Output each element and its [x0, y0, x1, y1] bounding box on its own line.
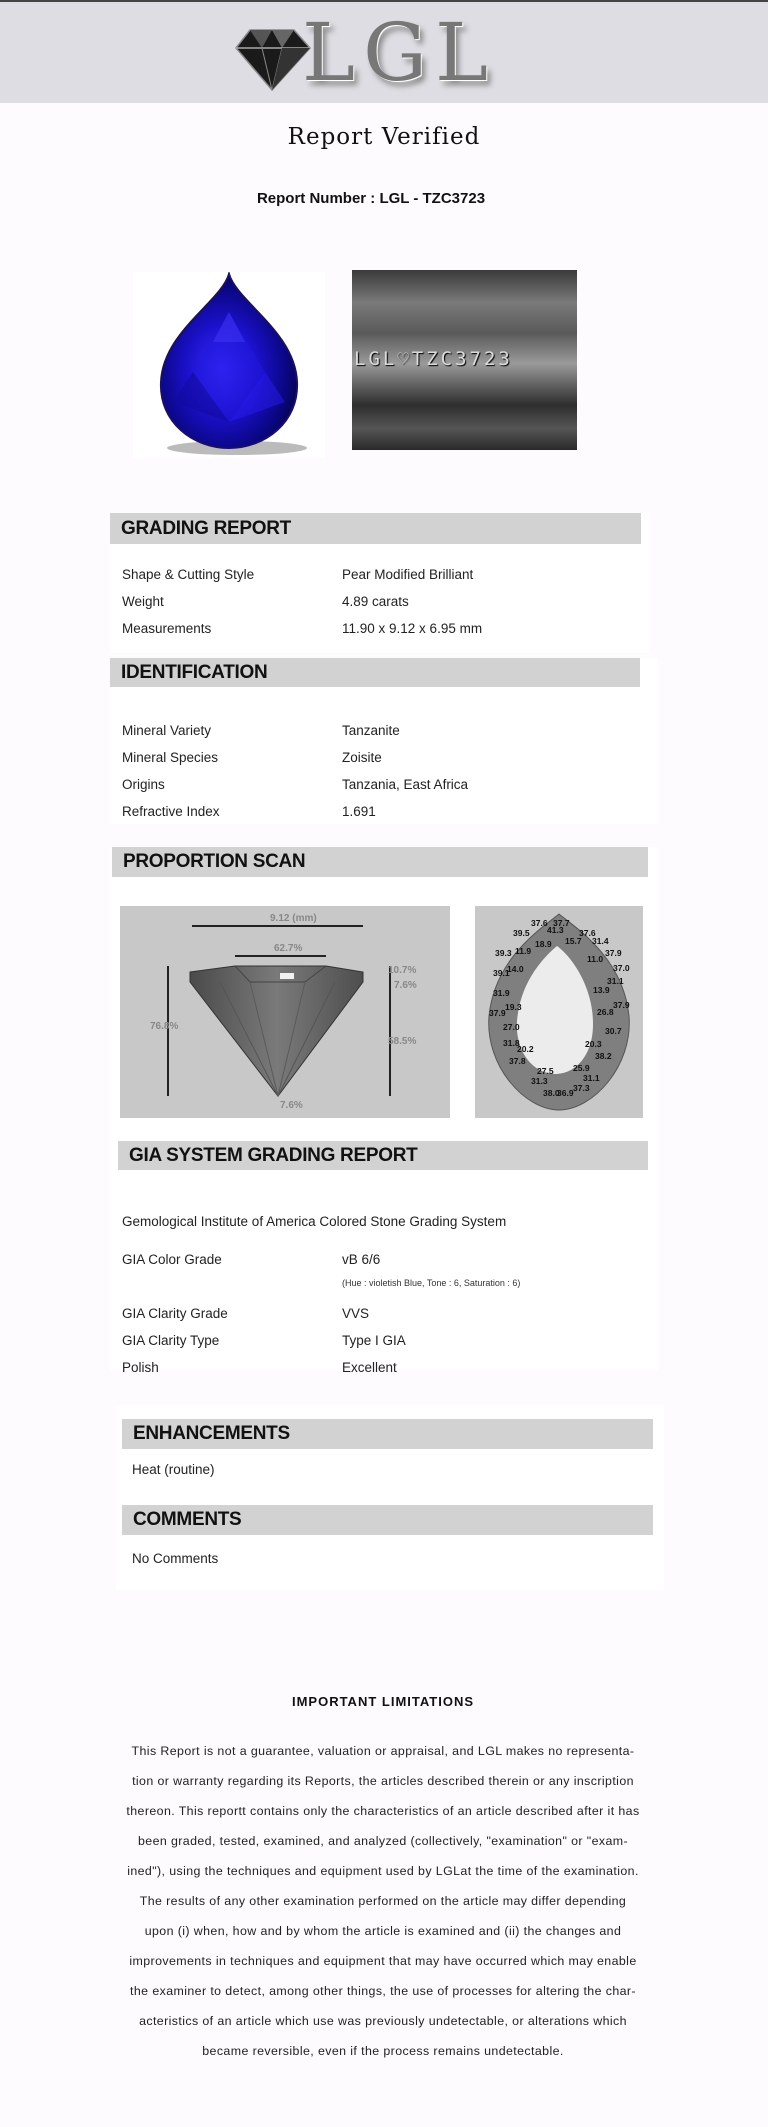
profile-diagram	[120, 906, 450, 1118]
header-banner	[0, 2, 768, 103]
outline-value: 19.3	[505, 1002, 522, 1012]
origins-label: Origins	[122, 777, 165, 792]
inscription-photo	[352, 270, 577, 450]
enhancements-text: Heat (routine)	[132, 1462, 215, 1477]
outline-value: 31.9	[493, 988, 510, 998]
origins-value: Tanzania, East Africa	[342, 777, 469, 792]
refractive-index-label: Refractive Index	[122, 804, 220, 819]
mineral-species-label: Mineral Species	[122, 750, 219, 765]
outline-value: 38.2	[595, 1051, 612, 1061]
outline-value: 39.3	[495, 948, 512, 958]
outline-value: 37.9	[613, 1000, 630, 1010]
outline-diagram	[475, 906, 643, 1118]
page-title: Report Verified	[287, 124, 481, 150]
lgl-logo[interactable]	[232, 6, 497, 99]
outline-value: 36.9	[557, 1088, 574, 1098]
outline-value: 38.0	[543, 1088, 560, 1098]
mineral-variety-value: Tanzanite	[342, 723, 400, 738]
outline-value: 37.9	[489, 1008, 506, 1018]
gia-clarity-type-label: GIA Clarity Type	[122, 1333, 220, 1348]
identification-heading: IDENTIFICATION	[110, 658, 640, 687]
outline-value: 27.5	[537, 1066, 554, 1076]
limitations-line: became reversible, even if the process remains undetectable.	[202, 2044, 564, 2058]
gia-color-label: GIA Color Grade	[122, 1252, 222, 1267]
gemstone-photo	[133, 272, 325, 458]
gia-system-text: Gemological Institute of America Colored Stone Grading System	[122, 1214, 507, 1229]
gia-clarity-grade-value: VVS	[342, 1306, 370, 1321]
outline-value: 14.0	[507, 964, 524, 974]
outline-value: 37.3	[573, 1083, 590, 1093]
outline-value: 26.8	[597, 1007, 614, 1017]
limitations-line: The results of any other examination performed on the article may differ depending	[139, 1894, 627, 1908]
pavilion-label: 58.5%	[388, 1036, 417, 1047]
outline-value: 30.7	[605, 1026, 622, 1036]
refractive-index-value: 1.691	[342, 804, 376, 819]
logo-text: LGL	[302, 6, 497, 99]
culet-label: 7.6%	[280, 1100, 303, 1111]
proportion-scan-heading: PROPORTION SCAN	[112, 847, 648, 877]
outline-value: 37.6	[531, 918, 548, 928]
outline-value: 37.6	[579, 928, 596, 938]
polish-value: Excellent	[342, 1360, 397, 1375]
inscription-text: LGL♡TZC3723	[354, 348, 513, 370]
limitations-heading: IMPORTANT LIMITATIONS	[291, 1694, 475, 1709]
outline-value: 15.7	[565, 936, 582, 946]
outline-value: 31.8	[503, 1038, 520, 1048]
limitations-text	[118, 1736, 648, 2066]
outline-value: 31.1	[607, 976, 624, 986]
outline-value: 18.9	[535, 939, 552, 949]
outline-value: 20.3	[585, 1039, 602, 1049]
weight-label: Weight	[122, 594, 164, 609]
outline-value: 20.2	[517, 1044, 534, 1054]
table-label: 62.7%	[274, 943, 303, 954]
shape-label: Shape & Cutting Style	[122, 567, 255, 582]
outline-value: 37.8	[509, 1056, 526, 1066]
limitations-line: been graded, tested, examined, and analyzed (collectively, "examination" or "exam-	[137, 1834, 628, 1848]
limitations-line: ined"), using the techniques and equipment used by LGLat the time of the examination.	[127, 1864, 639, 1878]
gia-color-note: (Hue : violetish Blue, Tone : 6, Saturation : 6)	[342, 1278, 521, 1288]
measurements-value: 11.90 x 9.12 x 6.95 mm	[342, 621, 483, 636]
limitations-line: improvements in techniques and equipment that may have occurred which may enable	[129, 1954, 637, 1968]
outline-value: 25.9	[573, 1063, 590, 1073]
limitations-line: upon (i) when, how and by whom the article is examined and (ii) the changes and	[144, 1924, 622, 1938]
outline-value: 11.9	[515, 946, 532, 956]
mineral-species-value: Zoisite	[342, 750, 382, 765]
polish-label: Polish	[122, 1360, 159, 1375]
outline-value: 11.0	[587, 954, 604, 964]
gia-color-value: vB 6/6	[342, 1252, 381, 1267]
measurements-label: Measurements	[122, 621, 212, 636]
outline-value: 41.3	[547, 925, 564, 935]
mineral-variety-label: Mineral Variety	[122, 723, 212, 738]
width-label: 9.12 (mm)	[270, 913, 317, 924]
limitations-line: tion or warranty regarding its Reports, the articles described therein or any inscription	[132, 1774, 634, 1788]
outline-value: 31.4	[592, 936, 609, 946]
gia-clarity-grade-label: GIA Clarity Grade	[122, 1306, 228, 1321]
outline-value: 27.0	[503, 1022, 520, 1032]
total-depth-label: 76.8%	[150, 1021, 179, 1032]
crown-label: 10.7%	[388, 965, 417, 976]
outline-value: 31.1	[583, 1073, 600, 1083]
outline-value: 37.7	[553, 918, 570, 928]
outline-value: 37.9	[605, 948, 622, 958]
outline-value: 39.5	[513, 928, 530, 938]
shape-value: Pear Modified Brilliant	[342, 567, 474, 582]
grading-report-heading: GRADING REPORT	[110, 513, 641, 544]
report-number: Report Number : LGL - TZC3723	[256, 190, 486, 207]
limitations-line: the examiner to detect, among other things, the use of processes for altering the char-	[130, 1984, 636, 1998]
outline-value: 37.0	[613, 963, 630, 973]
gia-clarity-type-value: Type I GIA	[342, 1333, 406, 1348]
outline-value: 31.3	[531, 1076, 548, 1086]
outline-value: 39.1	[493, 968, 510, 978]
gia-heading: GIA SYSTEM GRADING REPORT	[118, 1141, 648, 1170]
outline-value: 13.9	[593, 985, 610, 995]
limitations-line: thereon. This reportt contains only the characteristics of an article described after it has	[126, 1804, 640, 1818]
enhancements-heading: ENHANCEMENTS	[122, 1419, 653, 1449]
weight-value: 4.89 carats	[342, 594, 409, 609]
limitations-line: This Report is not a guarantee, valuation or appraisal, and LGL makes no representa-	[131, 1744, 635, 1758]
limitations-line: acteristics of an article which use was previously undetectable, or alterations which	[139, 2014, 627, 2028]
comments-heading: COMMENTS	[122, 1505, 653, 1535]
comments-text: No Comments	[132, 1551, 219, 1566]
girdle-label: 7.6%	[394, 980, 417, 991]
